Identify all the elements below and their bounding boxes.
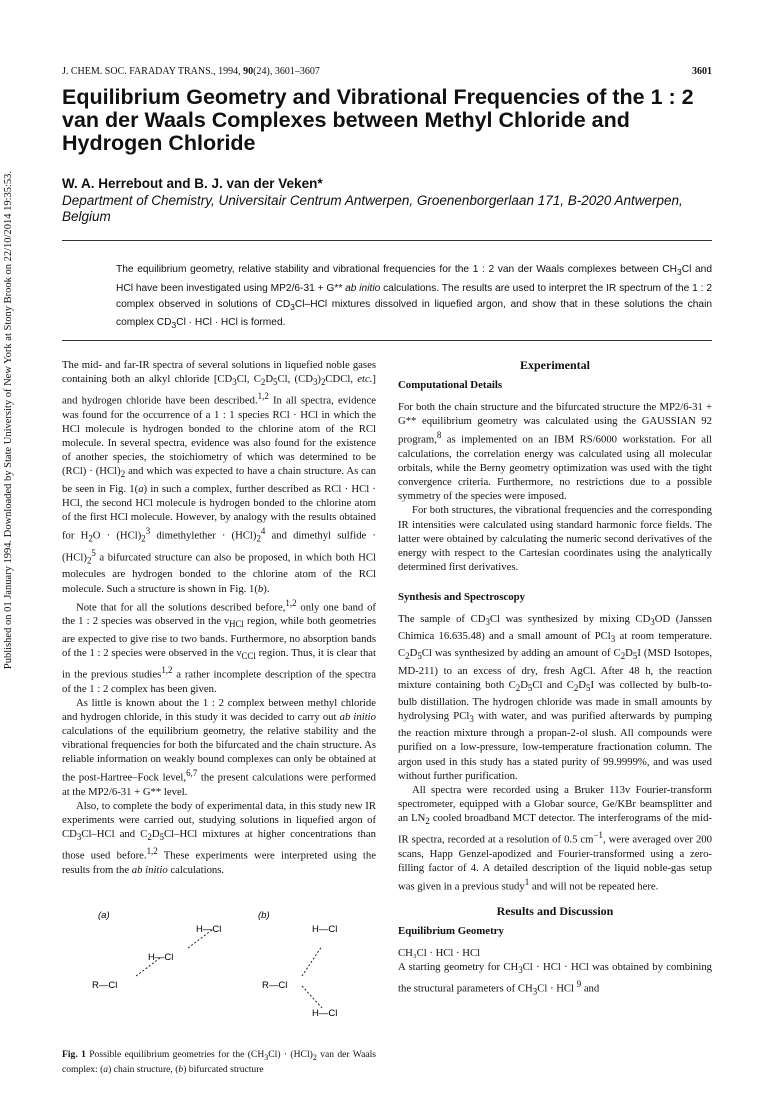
subsection-equilibrium-geometry: Equilibrium Geometry	[398, 924, 504, 937]
figure-1-caption: Fig. 1 Possible equilibrium geometries for the $(CH_3Cl) \cdot (HCl)_2$ van der Waals complex: (a) chain structure, (b) bifurcated structure	[62, 1049, 376, 1075]
subsection-computational: Computational Details	[398, 379, 503, 392]
running-header	[62, 66, 712, 77]
figure-1	[62, 908, 376, 1048]
atom-label-hcl-b1: H—Cl	[312, 924, 338, 935]
subsection-synthesis: Synthesis and Spectroscopy	[398, 590, 525, 603]
intro-paragraph-3: As little is known about the 1 : 2 complex between methyl chloride and hydrogen chloride, in this study it was decided to carry out ab initio calculations of the equilibrium geometry, the relative stability and the vibrational frequencies for both the bifurcated and the chain structure. As reliable information on weakly bound complexes can only be obtained at the post-Hartree–Fock level,$^{6,7}$ the present calculations were performed at the MP2/6-31 + G** level.	[62, 696, 376, 798]
atom-label-hcl-a2: H—Cl	[196, 924, 222, 935]
author-list: W. A. Herrebout and B. J. van der Veken*	[62, 176, 323, 191]
left-column	[62, 358, 376, 877]
atom-label-hcl-a1: H—Cl	[148, 952, 174, 963]
volume-number: 90	[243, 66, 254, 77]
download-watermark-text: Published on 01 January 1994. Downloaded by State University of New York at Stony Brook on 22/10/2014 19:35:53.	[3, 170, 14, 670]
results-paragraph-1: A starting geometry for $CH_3Cl$ · HCl · HCl was obtained by combining the structural parameters of $CH_3Cl$ · HCl $^9$ and	[398, 960, 713, 997]
abstract-divider	[62, 340, 712, 341]
synthesis-paragraph-1: The sample of $CD_3Cl$ was synthesized by mixing $CD_3OD$ (Janssen Chimica 16.635.48) and a small amount of PCl$_3$ at room temperature. $C_2D_5Cl$ was synthesized by adding an amount of $C_2D_5I$ (MSD Isotopes, MD-211) to an excess of dry, fresh AgCl. After 48 h, the reaction mixture containing both $C_2D_5Cl$ and $C_2D_5I$ was collected by bulb-to-bulb distillation. The hydrogen chloride was made in small amounts by hydrolysing PCl$_3$ with water, and was purified afterwards by pumping the reaction mixture through a propan-2-ol slush. All compounds were purified on a low-pressure, low-temperature fractionation column. The argon used in this study has a stated purity of 99.9999%, and was used without further purification.	[398, 612, 712, 782]
atom-label-rcl-a: R—Cl	[92, 980, 118, 991]
right-column	[398, 358, 712, 999]
figure-label-b: (b)	[258, 910, 270, 921]
figure-label-a: (a)	[98, 910, 110, 921]
section-results: Results and Discussion	[496, 903, 614, 918]
structure-diagram	[62, 908, 376, 1048]
top-divider	[62, 240, 712, 241]
intro-paragraph-4: Also, to complete the body of experimental data, in this study new IR experiments were carried out, studying solutions in liquefied argon of $CD_3Cl$–HCl and $C_2D_5Cl$–HCl mixtures at higher concentrations than those used before.$^{1,2}$ These experiments were interpreted using the results from the ab initio calculations.	[62, 799, 376, 876]
abstract: The equilibrium geometry, relative stability and vibrational frequencies for the 1 : 2 van der Waals complexes between $CH_3Cl$ and HCl have been investigated using MP2/6-31 + G** ab initio calculations. The results are used to interpret the IR spectrum of the 1 : 2 complex observed in solutions of $CD_3Cl$–HCl mixtures dissolved in liquefied argon, and show that in these solutions the chain complex $CD_3Cl$ · HCl · HCl is formed.	[116, 264, 712, 331]
computational-paragraph-1: For both the chain structure and the bifurcated structure the MP2/6-31 + G** equilibrium geometry was calculated using the GAUSSIAN 92 program,$^8$ as implemented on an IBM RS/6000 workstation. For all calculations, the correlation energy was calculated using all molecular orbitals, while the Berny geometry optimization was used with the tight convergence criteria. Furthermore, no restrictions due to a possible symmetry of the species were imposed.	[398, 401, 712, 503]
journal-citation: J. CHEM. SOC. FARADAY TRANS., 1994, 90(24), 3601–3607	[62, 66, 320, 77]
author-affiliation: Department of Chemistry, Universitair Centrum Antwerpen, Groenenborgerlaan 171, B-2020 Antwerpen, Belgium	[62, 193, 683, 224]
download-watermark	[0, 140, 22, 700]
article-title: Equilibrium Geometry and Vibrational Frequencies of the 1 : 2 van der Waals Complexes between Methyl Chloride and Hydrogen Chloride	[62, 85, 694, 155]
hbond-bifurcated-down	[302, 986, 322, 1008]
intro-paragraph-2: Note that for all the solutions described before,$^{1,2}$ only one band of the 1 : 2 species was observed in the $\nu_{HCl}$ region, while both geometries are expected to give rise to two bands. Furthermore, no absorption bands of the 1 : 2 species were observed in the $\nu_{CCl}$ region. Thus, it is clear that in the previous studies$^{1,2}$ a rather incomplete description of the spectra of the 1 : 2 complex has been given.	[62, 597, 377, 695]
computational-paragraph-2: For both structures, the vibrational frequencies and the corresponding IR intensities were calculated using standard harmonic force fields. The latter were obtained by calculating the numeric second derivatives of the energy with respect to the Cartesian coordinates using the analytically determined first derivatives.	[398, 504, 712, 573]
atom-label-rcl-b: R—Cl	[262, 980, 288, 991]
atom-label-hcl-b2: H—Cl	[312, 1008, 338, 1019]
section-experimental: Experimental	[520, 358, 590, 372]
hbond-bifurcated-up	[302, 946, 322, 976]
page-number: 3601	[692, 66, 712, 77]
intro-paragraph-1: The mid- and far-IR spectra of several solutions in liquefied noble gases containing both an alkyl chloride [$CD_3Cl$, $C_2D_5Cl$, $(CD_3)_2CDCl$, etc.] and hydrogen chloride have been described.$^{1,2}$ In all spectra, evidence was found for the occurrence of a 1 : 1 species RCl · HCl in which the HCl molecule is hydrogen bonded to the chlorine atom of the RCl molecule. In several spectra, evidence was also found for the existence of another species, the stoichiometry of which was determined to be $(RCl) \cdot (HCl)_2$ and which was expected to have a chain structure. As can be seen in Fig. 1(a) in such a complex, further described as RCl · HCl · HCl, the second HCl molecule is hydrogen bonded to the chlorine atom of the first HCl molecule. However, by analogy with the results obtained for $H_2O \cdot (HCl)_2^3$ dimethylether · $(HCl)_2^4$ and dimethyl sulfide · $(HCl)_2^5$ a bifurcated structure can also be proposed, in which both HCl molecules are hydrogen bonded to the chlorine atom of the RCl molecule. Such a structure is shown in Fig. 1(b).	[62, 359, 376, 595]
synthesis-paragraph-2: All spectra were recorded using a Bruker 113v Fourier-transform spectrometer, equipped with a Globar source, Ge/KBr beamsplitter and an $LN_2$ cooled broadband MCT detector. The interferograms of the mid-IR spectra, recorded at a resolution of 0.5 $cm^{-1}$, were averaged over 200 scans, Happ Genzel-apodized and Fourier-transformed using a zero-filling factor of 4. A detailed description of the liquid noble-gas setup was given in a previous study$^1$ and will not be repeated here.	[398, 783, 712, 893]
formula-heading: CH₃Cl · HCl · HCl	[398, 946, 481, 959]
